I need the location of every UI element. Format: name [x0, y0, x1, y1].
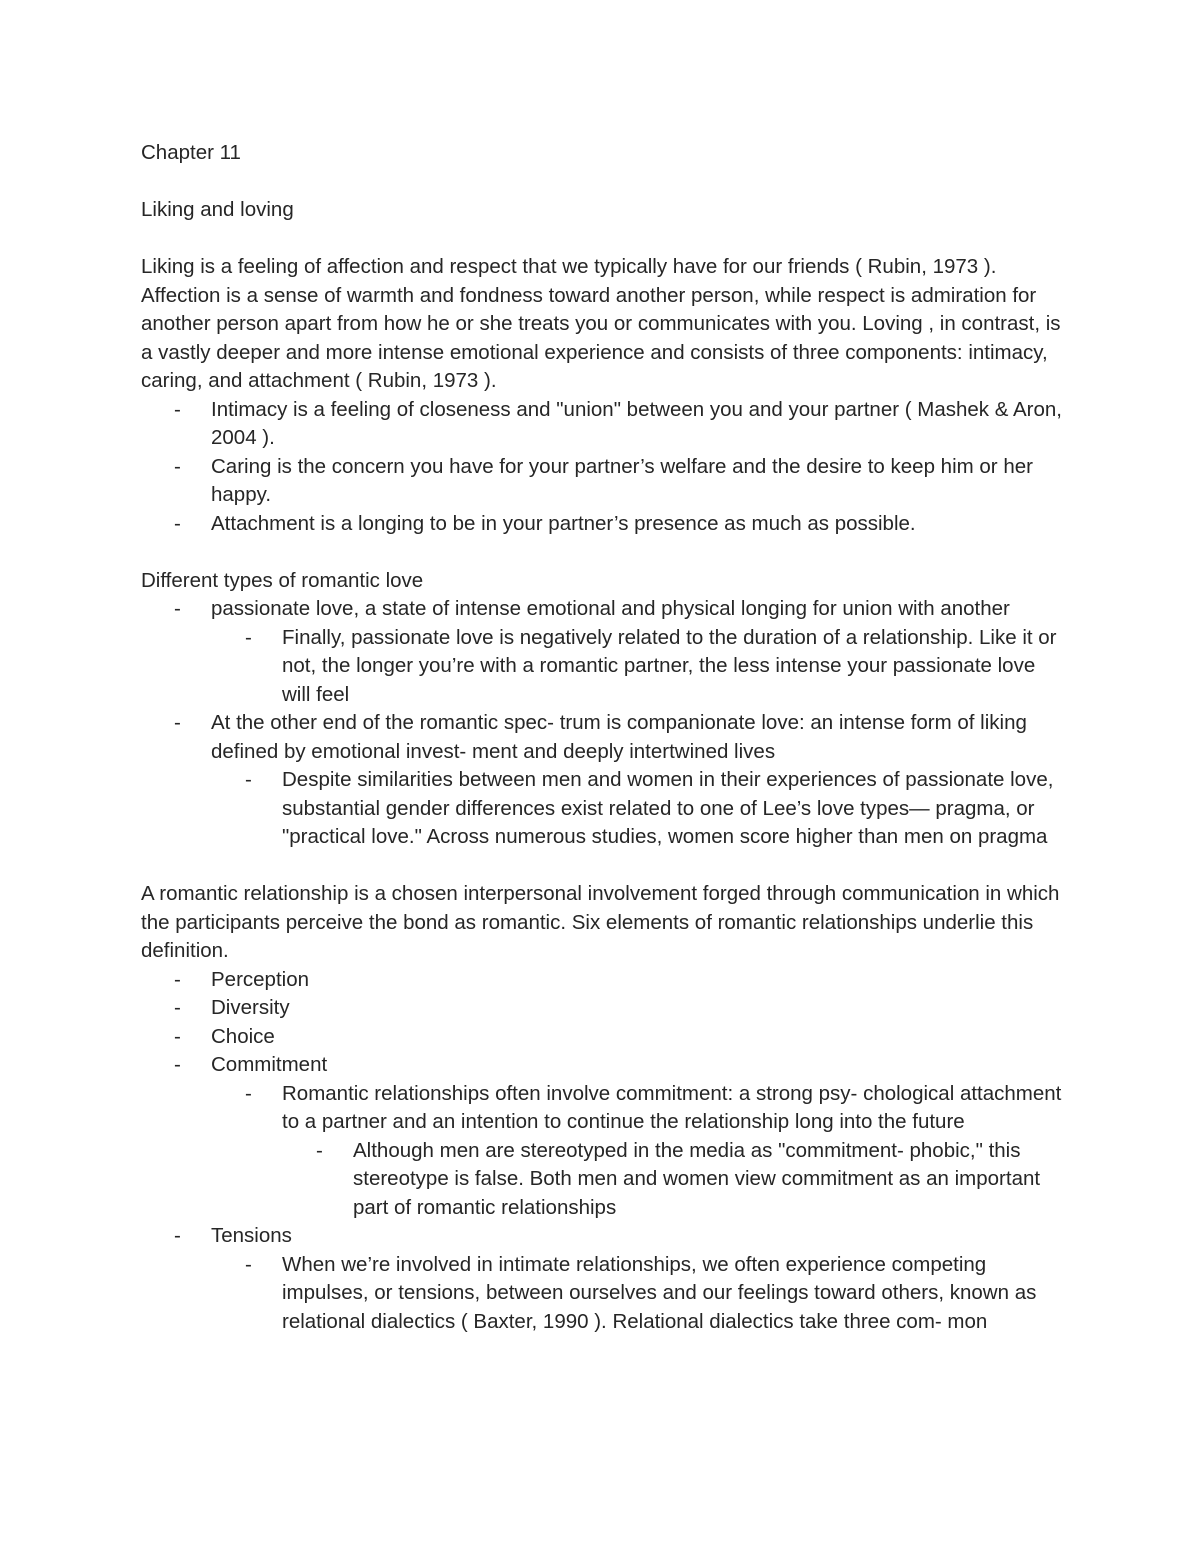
bullet-dash: - [245, 768, 252, 791]
bullet-dash: - [174, 1024, 181, 1048]
list-item [141, 453, 1066, 510]
spacer [141, 852, 1066, 881]
commitment-subsubitem: Although men are stereotyped in the media as "commitment- phobic," this stereotype is false. Both men and women view commitment as an important part of romantic relationships [353, 1138, 1041, 1219]
intimacy-item: Intimacy is a feeling of closeness and "union" between you and your partner ( Mashek & Aron, 2004 ). [211, 397, 1062, 449]
attachment-item: Attachment is a longing to be in your partner’s presence as much as possible. [211, 511, 916, 535]
bullet-dash: - [174, 1053, 181, 1076]
tensions-subitem: When we’re involved in intimate relationships, we often experience competing impulses, or tensions, between ourselves and our feelings toward others, known as relational dialectics ( Baxter, 1990 ). Relational dialectics take three com- mon [282, 1252, 1037, 1333]
list-item [141, 396, 1066, 453]
bullet-dash: - [174, 511, 181, 535]
companionate-love-subitem: Despite similarities between men and women in their experiences of passionate love, substantial gender differences exist related to one of Lee’s love types— pragma, or "practical love." Across numerous studies, women score higher than men on pragma [282, 768, 1054, 848]
companionate-love-item: At the other end of the romantic spec- trum is companionate love: an intense form of liking defined by emotional invest- ment and deeply intertwined lives [211, 711, 1027, 763]
liking-paragraph: Liking is a feeling of affection and respect that we typically have for our friends ( Rubin, 1973 ). Affection is a sense of warmth and fondness toward another person, while respect is admiration for another person apart from how he or she treats you or communicates with you. Loving , in contrast, is a vastly deeper and more intense emotional experience and consists of three components: intimacy, caring, and attachment ( Rubin, 1973 ). [141, 255, 1061, 392]
caring-item: Caring is the concern you have for your partner’s welfare and the desire to keep him or her happy. [211, 454, 1033, 506]
perception-item: Perception [211, 967, 310, 991]
bullet-dash: - [245, 1252, 252, 1276]
list-item [141, 1137, 1066, 1223]
tensions-item: Tensions [211, 1224, 292, 1247]
bullet-dash: - [174, 996, 181, 1019]
list-item [141, 766, 1066, 852]
chapter-title: Chapter 11 [141, 141, 241, 164]
commitment-item: Commitment [211, 1053, 328, 1076]
spacer [141, 225, 1066, 254]
bullet-dash: - [245, 1081, 252, 1105]
spacer [141, 168, 1066, 197]
list-item [141, 1051, 1066, 1080]
list-item [141, 994, 1066, 1023]
commitment-subitem: Romantic relationships often involve commitment: a strong psy- chological attachment to a partner and an intention to continue the relationship long into the future [282, 1081, 1062, 1133]
list-item [141, 1023, 1066, 1052]
list-item [141, 595, 1066, 624]
bullet-dash: - [174, 597, 181, 620]
list-item [141, 1251, 1066, 1337]
bullet-dash: - [174, 1224, 181, 1247]
list-item [141, 966, 1066, 995]
section-heading-romantic-love: Different types of romantic love [141, 568, 424, 592]
bullet-dash: - [174, 967, 181, 991]
passionate-love-item: passionate love, a state of intense emotional and physical longing for union with another [211, 597, 1010, 620]
list-item [141, 709, 1066, 766]
bullet-dash: - [174, 454, 181, 478]
bullet-dash: - [174, 711, 181, 734]
section-heading-liking-loving: Liking and loving [141, 198, 294, 221]
list-item [141, 510, 1066, 539]
bullet-dash: - [316, 1138, 323, 1162]
passionate-love-subitem: Finally, passionate love is negatively related to the duration of a relationship. Like it or not, the longer you’re with a romantic partner, the less intense your passionate love will feel [282, 625, 1057, 706]
list-item [141, 1222, 1066, 1251]
list-item [141, 624, 1066, 710]
romantic-relationship-paragraph: A romantic relationship is a chosen interpersonal involvement forged through communication in which the participants perceive the bond as romantic. Six elements of romantic relationships underlie this definition. [141, 882, 1060, 962]
list-item [141, 1080, 1066, 1137]
bullet-dash: - [245, 625, 252, 649]
choice-item: Choice [211, 1024, 275, 1048]
bullet-dash: - [174, 397, 181, 421]
document-page [141, 139, 1066, 1336]
spacer [141, 538, 1066, 567]
diversity-item: Diversity [211, 996, 290, 1019]
